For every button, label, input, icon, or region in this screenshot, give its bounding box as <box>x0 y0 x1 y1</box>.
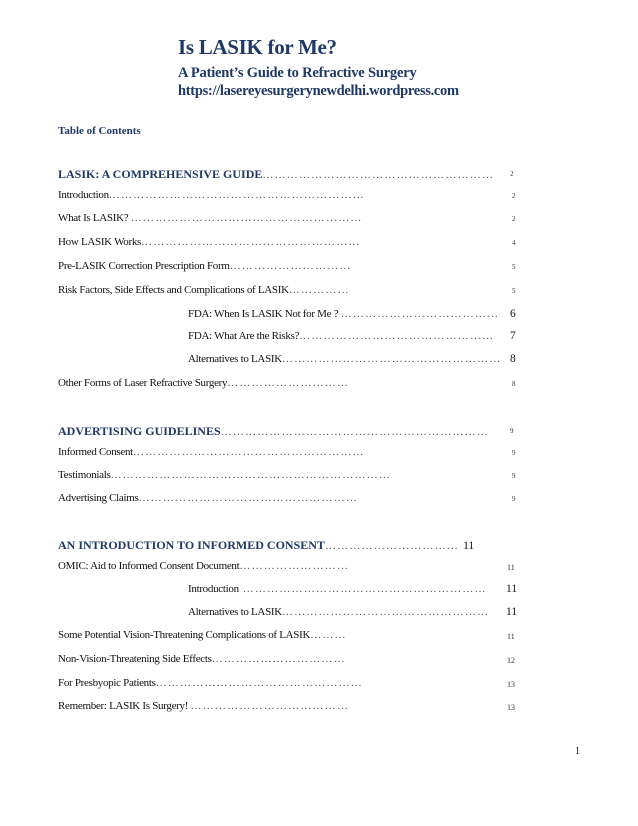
toc-entry[interactable] <box>58 446 520 461</box>
toc-entry[interactable] <box>188 583 520 599</box>
toc-leader: ………………………………………………… <box>262 169 495 181</box>
toc-section[interactable] <box>58 167 518 183</box>
toc-label: Table of Contents <box>58 125 141 137</box>
toc-leader: ……… <box>310 629 347 641</box>
toc-entry-title: Advertising Claims <box>58 492 139 504</box>
toc-page-number: 11 <box>463 540 475 552</box>
toc-page-number: 2 <box>510 170 514 178</box>
toc-entry[interactable] <box>58 236 520 251</box>
toc-entry[interactable] <box>58 653 520 668</box>
toc-entry-title: Introduction <box>188 583 239 595</box>
toc-leader: ……………………… <box>239 560 350 572</box>
toc-leader: ………………………………………………… <box>130 212 363 224</box>
toc-section-title: AN INTRODUCTION TO INFORMED CONSENT <box>58 538 325 552</box>
document-subtitle: A Patient’s Guide to Refractive Surgery <box>178 65 417 81</box>
toc-entry[interactable] <box>58 492 520 507</box>
toc-leader: …………………………………………… <box>281 606 490 618</box>
toc-leader: ……………………………………………… <box>141 236 361 248</box>
toc-entry[interactable] <box>58 560 520 575</box>
toc-page-number: 9 <box>512 472 516 480</box>
toc-leader: ………………………………………………………… <box>220 426 490 438</box>
toc-page-number: 13 <box>507 680 515 689</box>
toc-leader: ………………………… <box>227 377 350 389</box>
toc-leader: …………………………… <box>211 653 346 665</box>
toc-section-title: ADVERTISING GUIDELINES <box>58 424 221 438</box>
toc-entry-title: Informed Consent <box>58 446 133 458</box>
toc-leader: ……………………………………………………… <box>108 189 365 201</box>
toc-leader: …………………………………………… <box>155 677 364 689</box>
toc-entry-title: Other Forms of Laser Refractive Surgery <box>58 377 228 389</box>
toc-page-number: 8 <box>512 380 516 388</box>
toc-section[interactable] <box>58 538 520 554</box>
toc-leader: …………… <box>288 284 350 296</box>
toc-page-number: 2 <box>512 215 516 223</box>
toc-entry-title: Introduction <box>58 189 109 201</box>
toc-entry-title: How LASIK Works <box>58 236 142 248</box>
toc-entry[interactable] <box>58 700 520 715</box>
toc-page-number: 11 <box>507 563 515 572</box>
document-title: Is LASIK for Me? <box>178 35 337 59</box>
toc-entry[interactable] <box>188 606 520 622</box>
toc-page-number: 7 <box>510 330 516 342</box>
toc-entry[interactable] <box>58 284 520 299</box>
toc-entry-title: For Presbyopic Patients <box>58 677 156 689</box>
toc-entry-title: OMIC: Aid to Informed Consent Document <box>58 560 240 572</box>
toc-entry[interactable] <box>58 469 520 484</box>
toc-entry[interactable] <box>58 189 520 204</box>
toc-entry[interactable] <box>188 330 520 346</box>
toc-page-number: 6 <box>510 308 516 320</box>
page-number: 1 <box>575 746 580 757</box>
toc-entry[interactable] <box>188 353 520 369</box>
toc-page-number: 4 <box>512 239 516 247</box>
toc-page-number: 9 <box>510 427 514 435</box>
toc-leader: ……………………………………………… <box>138 492 359 504</box>
document-header <box>178 34 459 101</box>
toc-page-number: 8 <box>510 353 516 365</box>
toc-entry-title: FDA: When Is LASIK Not for Me ? <box>188 308 341 320</box>
toc-section[interactable] <box>58 424 520 440</box>
toc-entry-title: Remember: LASIK Is Surgery! <box>58 700 191 712</box>
toc-page-number: 5 <box>512 287 516 295</box>
toc-entry[interactable] <box>58 677 520 692</box>
toc-leader: …………………………………………………………… <box>110 469 392 481</box>
toc-entry-title: Testimonials <box>58 469 111 481</box>
toc-leader: ………………………………… <box>340 308 500 320</box>
toc-page-number: 12 <box>507 656 515 665</box>
toc-entry-title: Some Potential Vision-Threatening Complications of LASIK <box>58 629 311 641</box>
toc-entry[interactable] <box>58 377 520 392</box>
toc-page-number: 11 <box>506 583 518 595</box>
toc-entry-title: What Is LASIK? <box>58 212 131 224</box>
toc-entry-title: Non-Vision-Threatening Side Effects <box>58 653 212 665</box>
toc-entry-title: Risk Factors, Side Effects and Complications of LASIK <box>58 284 289 296</box>
toc-page-number: 5 <box>512 263 516 271</box>
toc-entry-title: Pre-LASIK Correction Prescription Form <box>58 260 230 272</box>
toc-leader: …………………………………………………… <box>238 583 487 595</box>
toc-page-number: 2 <box>512 192 516 200</box>
toc-leader: …………………………… <box>324 540 464 552</box>
toc-leader: ………………………………………………… <box>132 446 365 458</box>
toc-entry-title: Alternatives to LASIK <box>188 606 282 618</box>
toc-entry[interactable] <box>58 212 520 227</box>
toc-entry-title: Alternatives to LASIK <box>188 353 282 365</box>
toc-page-number: 13 <box>507 703 515 712</box>
toc-entry[interactable] <box>58 260 520 275</box>
toc-page-number: 9 <box>512 495 516 503</box>
toc-page-number: 9 <box>512 449 516 457</box>
document-url: https://lasereyesurgerynewdelhi.wordpress.com <box>178 83 459 99</box>
toc-entry[interactable] <box>58 629 520 644</box>
toc-entry[interactable] <box>188 308 520 324</box>
toc-leader: ………………………………… <box>190 700 350 712</box>
toc-page-number: 11 <box>506 606 518 618</box>
toc-section-title: LASIK: A COMPREHENSIVE GUIDE <box>58 167 263 181</box>
toc-page-number: 11 <box>507 632 515 641</box>
toc-leader: ……………………………………………… <box>281 353 502 365</box>
toc-entry-title: FDA: What Are the Risks? <box>188 330 300 342</box>
toc-leader: ………………………… <box>229 260 352 272</box>
toc-leader: ………………………………………… <box>299 330 495 342</box>
